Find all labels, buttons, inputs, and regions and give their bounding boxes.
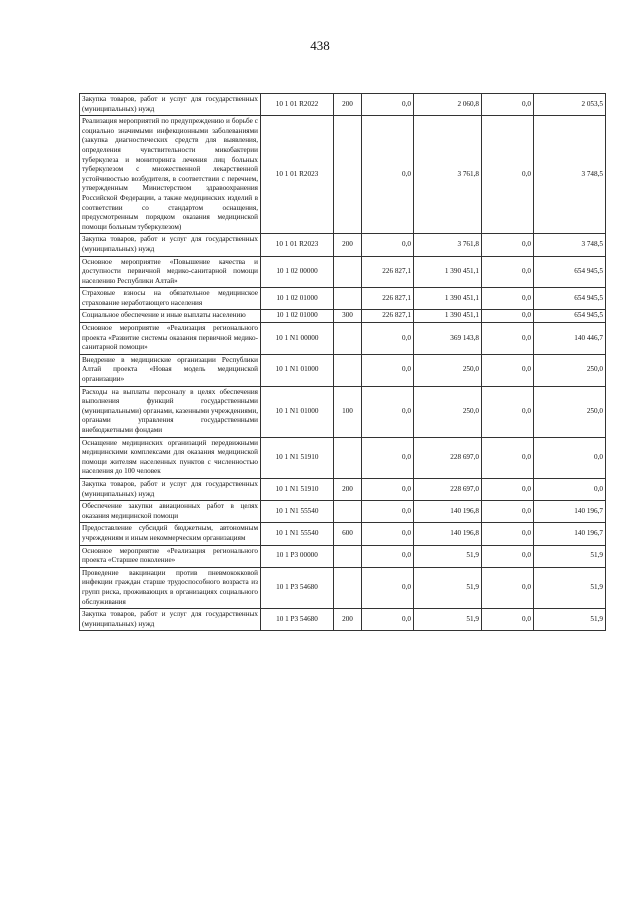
budget-table [79,93,606,631]
amount-cell-1: 0,0 [362,323,414,355]
row-name-cell: Обеспечение закупки авиационных работ в целях оказания медицинской помощи [80,501,261,523]
amount-cell-2: 51,9 [414,609,482,631]
row-name-cell: Основное мероприятие «Реализация регионального проекта «Старшее поколение» [80,545,261,567]
target-article-code-cell: 10 1 02 01000 [261,288,334,310]
expense-type-cell: 600 [334,523,362,545]
amount-cell-4: 250,0 [534,386,606,437]
expense-type-cell [334,354,362,386]
table-row [80,501,606,523]
amount-cell-3: 0,0 [482,478,534,500]
row-name-cell: Основное мероприятие «Реализация регионального проекта «Развитие системы оказания первичной медико-санитарной помощи» [80,323,261,355]
target-article-code-cell: 10 1 N1 00000 [261,323,334,355]
page-number: 438 [310,38,330,53]
row-name-cell: Закупка товаров, работ и услуг для государственных (муниципальных) нужд [80,478,261,500]
target-article-code-cell: 10 1 N1 01000 [261,354,334,386]
expense-type-cell: 200 [334,609,362,631]
amount-cell-1: 0,0 [362,567,414,608]
row-name-cell: Предоставление субсидий бюджетным, автономным учреждениям и иным некоммерческим организациям [80,523,261,545]
amount-cell-2: 51,9 [414,545,482,567]
amount-cell-3: 0,0 [482,288,534,310]
row-name-cell: Закупка товаров, работ и услуг для государственных (муниципальных) нужд [80,609,261,631]
amount-cell-4: 51,9 [534,609,606,631]
row-name-cell: Реализация мероприятий по предупреждению и борьбе с социально значимыми инфекционными заболеваниями (закупка диагностических средств для выявления, определения чувствительности микобактерии туберкулеза и мониторинга лечения лиц больных туберкулезом с множественной лекарственной устойчивостью возбудителя, в соответствии с перечнем, утвержденным Министерством здравоохранения Российской Федерации, а также медицинских изделий в соответствии со стандартом оснащения, предусмотренным порядком оказания медицинской помощи больным туберкулезом) [80,116,261,234]
amount-cell-3: 0,0 [482,567,534,608]
amount-cell-3: 0,0 [482,354,534,386]
table-row [80,567,606,608]
amount-cell-3: 0,0 [482,523,534,545]
table-row [80,523,606,545]
expense-type-cell [334,116,362,234]
row-name-cell: Проведение вакцинации против пневмококковой инфекции граждан старше трудоспособного возраста из групп риска, проживающих в организациях социального обслуживания [80,567,261,608]
target-article-code-cell: 10 1 N1 55540 [261,501,334,523]
amount-cell-1: 0,0 [362,523,414,545]
amount-cell-1: 0,0 [362,545,414,567]
amount-cell-3: 0,0 [482,609,534,631]
row-name-cell: Закупка товаров, работ и услуг для государственных (муниципальных) нужд [80,94,261,116]
table-row [80,478,606,500]
table-row [80,94,606,116]
expense-type-cell [334,501,362,523]
expense-type-cell [334,545,362,567]
amount-cell-1: 0,0 [362,501,414,523]
table-row [80,288,606,310]
expense-type-cell [334,437,362,478]
amount-cell-3: 0,0 [482,545,534,567]
amount-cell-2: 228 697,0 [414,437,482,478]
amount-cell-4: 3 748,5 [534,234,606,256]
amount-cell-2: 1 390 451,1 [414,256,482,288]
amount-cell-3: 0,0 [482,323,534,355]
amount-cell-1: 0,0 [362,234,414,256]
amount-cell-1: 226 827,1 [362,256,414,288]
amount-cell-1: 226 827,1 [362,310,414,323]
table-row [80,437,606,478]
expense-type-cell [334,256,362,288]
row-name-cell: Внедрение в медицинские организации Республики Алтай проекта «Новая модель медицинской организации» [80,354,261,386]
amount-cell-1: 0,0 [362,354,414,386]
amount-cell-3: 0,0 [482,437,534,478]
target-article-code-cell: 10 1 P3 54680 [261,567,334,608]
target-article-code-cell: 10 1 01 R2022 [261,94,334,116]
amount-cell-3: 0,0 [482,386,534,437]
row-name-cell: Расходы на выплаты персоналу в целях обеспечения выполнения функций государственными (муниципальными) органами, казенными учреждениями, органами управления государственными внебюджетными фондами [80,386,261,437]
target-article-code-cell: 10 1 02 00000 [261,256,334,288]
target-article-code-cell: 10 1 N1 01000 [261,386,334,437]
table-row [80,609,606,631]
amount-cell-4: 0,0 [534,478,606,500]
expense-type-cell [334,323,362,355]
table-row [80,323,606,355]
amount-cell-3: 0,0 [482,501,534,523]
table-row [80,354,606,386]
amount-cell-3: 0,0 [482,94,534,116]
expense-type-cell: 200 [334,234,362,256]
amount-cell-2: 2 060,8 [414,94,482,116]
table-row [80,545,606,567]
table-row [80,234,606,256]
target-article-code-cell: 10 1 01 R2023 [261,234,334,256]
amount-cell-4: 654 945,5 [534,288,606,310]
amount-cell-4: 2 053,5 [534,94,606,116]
target-article-code-cell: 10 1 N1 55540 [261,523,334,545]
table-row [80,256,606,288]
amount-cell-1: 0,0 [362,478,414,500]
amount-cell-2: 1 390 451,1 [414,310,482,323]
amount-cell-4: 51,9 [534,567,606,608]
target-article-code-cell: 10 1 02 01000 [261,310,334,323]
amount-cell-2: 1 390 451,1 [414,288,482,310]
amount-cell-3: 0,0 [482,234,534,256]
amount-cell-4: 654 945,5 [534,310,606,323]
amount-cell-2: 3 761,8 [414,116,482,234]
amount-cell-4: 0,0 [534,437,606,478]
amount-cell-2: 3 761,8 [414,234,482,256]
expense-type-cell [334,288,362,310]
row-name-cell: Страховые взносы на обязательное медицинское страхование неработающего населения [80,288,261,310]
expense-type-cell: 200 [334,478,362,500]
amount-cell-2: 140 196,8 [414,501,482,523]
amount-cell-1: 0,0 [362,386,414,437]
amount-cell-2: 250,0 [414,354,482,386]
amount-cell-4: 250,0 [534,354,606,386]
row-name-cell: Основное мероприятие «Повышение качества и доступности первичной медико-санитарной помощи населению Республики Алтай» [80,256,261,288]
amount-cell-4: 654 945,5 [534,256,606,288]
target-article-code-cell: 10 1 P3 54680 [261,609,334,631]
amount-cell-3: 0,0 [482,256,534,288]
amount-cell-2: 250,0 [414,386,482,437]
target-article-code-cell: 10 1 P3 00000 [261,545,334,567]
amount-cell-1: 226 827,1 [362,288,414,310]
expense-type-cell: 100 [334,386,362,437]
amount-cell-1: 0,0 [362,116,414,234]
amount-cell-4: 140 196,7 [534,501,606,523]
amount-cell-4: 140 196,7 [534,523,606,545]
row-name-cell: Оснащение медицинских организаций передвижными медицинскими комплексами для оказания медицинской помощи жителям населенных пунктов с численностью населения до 100 человек [80,437,261,478]
amount-cell-2: 51,9 [414,567,482,608]
amount-cell-4: 3 748,5 [534,116,606,234]
amount-cell-1: 0,0 [362,609,414,631]
expense-type-cell: 200 [334,94,362,116]
amount-cell-2: 228 697,0 [414,478,482,500]
expense-type-cell: 300 [334,310,362,323]
amount-cell-4: 51,9 [534,545,606,567]
target-article-code-cell: 10 1 01 R2023 [261,116,334,234]
expense-type-cell [334,567,362,608]
target-article-code-cell: 10 1 N1 51910 [261,437,334,478]
row-name-cell: Социальное обеспечение и иные выплаты населению [80,310,261,323]
table-row [80,386,606,437]
amount-cell-2: 140 196,8 [414,523,482,545]
amount-cell-1: 0,0 [362,94,414,116]
amount-cell-3: 0,0 [482,310,534,323]
target-article-code-cell: 10 1 N1 51910 [261,478,334,500]
amount-cell-3: 0,0 [482,116,534,234]
row-name-cell: Закупка товаров, работ и услуг для государственных (муниципальных) нужд [80,234,261,256]
amount-cell-1: 0,0 [362,437,414,478]
table-row [80,310,606,323]
amount-cell-2: 369 143,8 [414,323,482,355]
amount-cell-4: 140 446,7 [534,323,606,355]
table-row [80,116,606,234]
